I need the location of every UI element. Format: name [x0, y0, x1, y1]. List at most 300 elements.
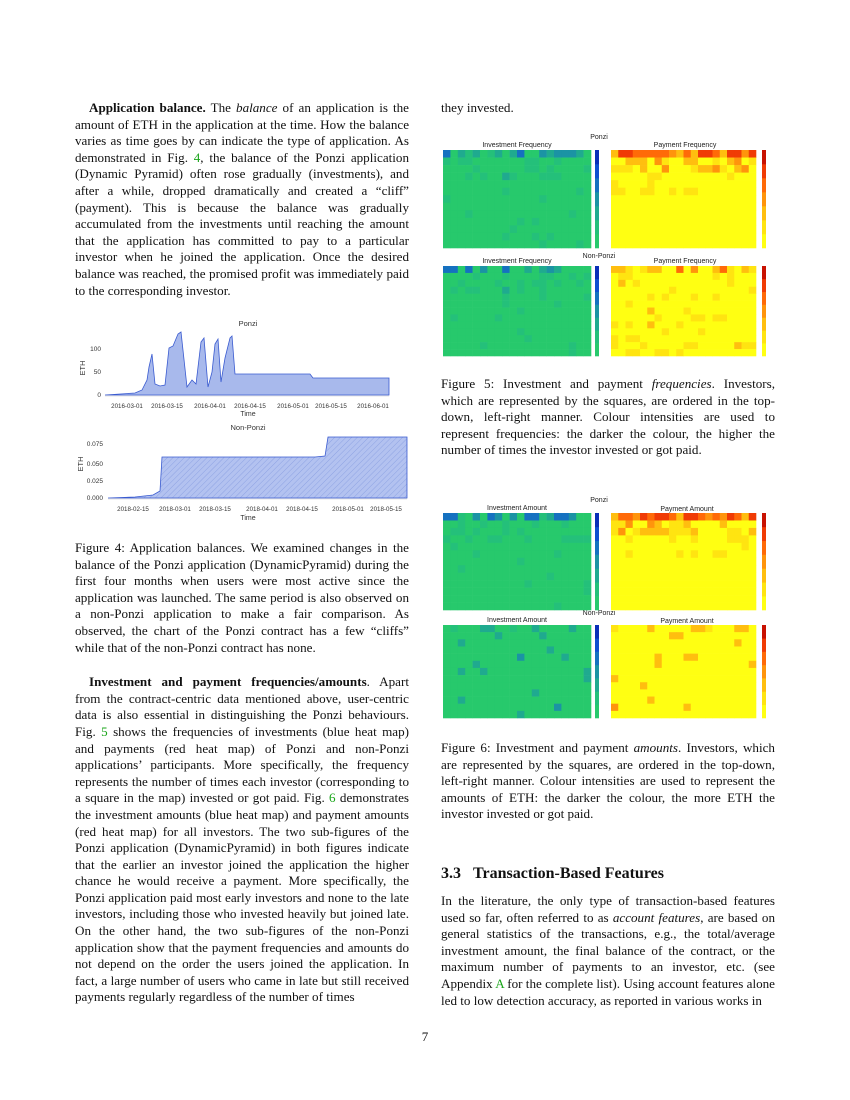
heatmap-cell [547, 280, 555, 287]
heatmap-cell [547, 558, 555, 566]
heatmap-cell [640, 321, 648, 328]
heatmap-cell [618, 218, 626, 226]
heatmap-cell [698, 266, 706, 273]
heatmap-cell [662, 654, 670, 661]
heatmap-cell [554, 689, 562, 696]
heatmap-cell [691, 210, 699, 218]
heatmap-cell [749, 218, 757, 226]
heatmap-cell [647, 266, 655, 273]
heatmap-cell [480, 689, 488, 696]
heatmap-cell [626, 180, 634, 188]
heatmap-cell [713, 218, 721, 226]
heatmap-cell [502, 588, 510, 596]
heatmap-cell [443, 173, 451, 181]
heatmap-cell [618, 210, 626, 218]
heatmap-cell [569, 588, 577, 596]
heatmap-cell [450, 240, 458, 248]
heatmap-cell [532, 711, 540, 718]
heatmap-cell [713, 335, 721, 342]
heatmap-cell [640, 588, 648, 596]
heatmap-cell [554, 704, 562, 711]
heatmap-cell [698, 210, 706, 218]
heatmap-cell [510, 294, 518, 301]
heatmap-cell [742, 349, 750, 356]
xtick: 2018-04-15 [286, 506, 318, 513]
heatmap-cell [640, 210, 648, 218]
colorbar-segment [762, 555, 766, 569]
heatmap-cell [742, 682, 750, 689]
heatmap-cell [618, 520, 626, 528]
colorbar-segment [595, 638, 599, 652]
heatmap-cell [705, 150, 713, 158]
heatmap-cell [633, 218, 641, 226]
heatmap-cell [495, 321, 503, 328]
heatmap-cell [517, 603, 525, 611]
heatmap-cell [720, 314, 728, 321]
heatmap-cell [465, 603, 473, 611]
heatmap-cell [480, 595, 488, 603]
heatmap-cell [458, 654, 466, 661]
heatmap-cell [465, 321, 473, 328]
heatmap-cell [561, 580, 569, 588]
heatmap-cell [734, 308, 742, 315]
heatmap-cell [669, 321, 677, 328]
heatmap-cell [487, 513, 495, 521]
heatmap-cell [626, 675, 634, 682]
heatmap-cell [720, 675, 728, 682]
heatmap-cell [705, 682, 713, 689]
heatmap-cell [569, 218, 577, 226]
heatmap-cell [502, 565, 510, 573]
heatmap-cell [691, 321, 699, 328]
heatmap-cell [554, 639, 562, 646]
heatmap-cell [720, 218, 728, 226]
heatmap-cell [705, 335, 713, 342]
heatmap-cell [502, 595, 510, 603]
heatmap-cell [561, 210, 569, 218]
heatmap-cell [669, 287, 677, 294]
heatmap-cell [705, 328, 713, 335]
colorbar-segment [595, 292, 599, 305]
heatmap-cell [626, 543, 634, 551]
heatmap-cell [742, 225, 750, 233]
heatmap-cell [576, 173, 584, 181]
heatmap-cell [684, 528, 692, 536]
heatmap-cell [705, 543, 713, 551]
heatmap-cell [450, 321, 458, 328]
heatmap-cell [517, 150, 525, 158]
heatmap-cell [465, 639, 473, 646]
heatmap-cell [662, 520, 670, 528]
heatmap-cell [647, 335, 655, 342]
figure-ref-link[interactable]: 5 [101, 723, 108, 739]
heatmap-cell [713, 280, 721, 287]
heatmap-cell [676, 535, 684, 543]
heatmap-cell [734, 528, 742, 536]
text-run: . Investors, which are represented by the squares, are ordered in the top-down, left-right manner. Colour intensities are used to represent frequencies: the darker the colour, the higher the number of times the investor invested or got paid. [441, 376, 775, 458]
heatmap-cell [554, 195, 562, 203]
heatmap-cell [495, 195, 503, 203]
heatmap-cell [524, 704, 532, 711]
heatmap-cell [626, 165, 634, 173]
heatmap-cell [691, 225, 699, 233]
heatmap-cell [618, 165, 626, 173]
heatmap-cell [517, 280, 525, 287]
heatmap-cell [633, 287, 641, 294]
heatmap-cell [532, 668, 540, 675]
heatmap-cell [458, 580, 466, 588]
heatmap-cell [727, 595, 735, 603]
heatmap-cell [749, 603, 757, 611]
heatmap-cell [662, 603, 670, 611]
heatmap-cell [576, 321, 584, 328]
heatmap-cell [734, 173, 742, 181]
heatmap-cell [734, 565, 742, 573]
figure-ref-link[interactable]: 4 [193, 149, 201, 165]
heatmap-cell [749, 711, 757, 718]
heatmap-cell [561, 588, 569, 596]
heatmap-cell [569, 280, 577, 287]
heatmap-cell [655, 314, 663, 321]
heatmap-cell [655, 240, 663, 248]
heatmap-cell [502, 195, 510, 203]
heatmap-cell [443, 328, 451, 335]
heatmap-cell [561, 595, 569, 603]
heatmap-cell [569, 704, 577, 711]
heatmap-cell [742, 308, 750, 315]
heatmap-cell [576, 550, 584, 558]
heatmap-cell [669, 173, 677, 181]
heatmap-cell [524, 520, 532, 528]
heatmap-cell [655, 550, 663, 558]
colorbar-segment [762, 292, 766, 305]
ponzi-yticks [90, 346, 101, 399]
heatmap-cell [547, 287, 555, 294]
heatmap-cell [569, 195, 577, 203]
heatmap-cell [576, 308, 584, 315]
heatmap-cell [473, 603, 481, 611]
heatmap-cell [742, 668, 750, 675]
heatmap-cell [633, 328, 641, 335]
heatmap-cell [502, 646, 510, 653]
heatmap-cell [734, 704, 742, 711]
heatmap-cell [554, 697, 562, 704]
heatmap-cell [691, 188, 699, 196]
heatmap-cell [734, 543, 742, 551]
heatmap-cell [698, 513, 706, 521]
heatmap-cell [727, 588, 735, 596]
heatmap-cell [584, 580, 592, 588]
heatmap-cell [669, 150, 677, 158]
heatmap-cell [647, 689, 655, 696]
heatmap-cell [618, 280, 626, 287]
heatmap-cell [576, 188, 584, 196]
heatmap-cell [720, 654, 728, 661]
heatmap-cell [742, 210, 750, 218]
heatmap-cell [633, 342, 641, 349]
heatmap-cell [576, 328, 584, 335]
heatmap-cell [655, 513, 663, 521]
heatmap-cell [640, 535, 648, 543]
heatmap-cell [465, 335, 473, 342]
heatmap-cell [705, 550, 713, 558]
heatmap-cell [473, 266, 481, 273]
heatmap-cell [510, 203, 518, 211]
heatmap-cell [554, 210, 562, 218]
heatmap-cell [465, 632, 473, 639]
heatmap-cell [691, 711, 699, 718]
heatmap-cell [547, 314, 555, 321]
heatmap-cell [742, 704, 750, 711]
heatmap-cell [749, 314, 757, 321]
heatmap-cell [502, 558, 510, 566]
heatmap-cell [734, 240, 742, 248]
heatmap-cell [676, 314, 684, 321]
heatmap-cell [502, 342, 510, 349]
heatmap-cell [517, 573, 525, 581]
heatmap-cell [443, 661, 451, 668]
heatmap-cell [495, 528, 503, 536]
heatmap-cell [742, 550, 750, 558]
heatmap-cell [539, 550, 547, 558]
heatmap-cell [473, 328, 481, 335]
heatmap-cell [662, 158, 670, 166]
heatmap-cell [539, 543, 547, 551]
heatmap-cell [720, 639, 728, 646]
heatmap-cell [450, 654, 458, 661]
heatmap-cell [547, 603, 555, 611]
heatmap-cell [669, 195, 677, 203]
heatmap-cell [626, 603, 634, 611]
heatmap-cell [655, 273, 663, 280]
heatmap-cell [561, 682, 569, 689]
heatmap-cell [734, 646, 742, 653]
heatmap-cell [727, 520, 735, 528]
heatmap-cell [517, 625, 525, 632]
heatmap-cell [669, 180, 677, 188]
heatmap-cell [539, 195, 547, 203]
heatmap-cell [450, 349, 458, 356]
colorbar-segment [762, 234, 766, 248]
heatmap-cell [691, 294, 699, 301]
heatmap-cell [569, 287, 577, 294]
heatmap-cell [443, 210, 451, 218]
heatmap-cell [727, 150, 735, 158]
heatmap-cell [647, 349, 655, 356]
heatmap-cell [539, 150, 547, 158]
heatmap-cell [547, 308, 555, 315]
heatmap-cell [532, 580, 540, 588]
heatmap-cell [626, 689, 634, 696]
heatmap-cell [539, 335, 547, 342]
heatmap-cell [676, 573, 684, 581]
heatmap-cell [524, 588, 532, 596]
heatmap-cell [524, 294, 532, 301]
heatmap-ponzi-payment [611, 513, 756, 610]
heatmap-cell [669, 165, 677, 173]
colorbar-blue [595, 150, 599, 248]
heatmap-cell [569, 210, 577, 218]
heatmap-cell [517, 240, 525, 248]
heatmap-cell [510, 158, 518, 166]
heatmap-cell [640, 595, 648, 603]
heatmap-cell [584, 543, 592, 551]
heatmap-cell [611, 188, 619, 196]
heatmap-cell [611, 704, 619, 711]
heatmap-cell [495, 308, 503, 315]
heatmap-cell [443, 273, 451, 280]
heatmap-cell [458, 328, 466, 335]
heatmap-cell [640, 558, 648, 566]
emphasis: account features [612, 909, 701, 925]
heatmap-cell [517, 342, 525, 349]
heatmap-cell [626, 195, 634, 203]
heatmap-cell [584, 520, 592, 528]
heatmap-cell [510, 165, 518, 173]
heatmap-cell [633, 280, 641, 287]
heatmap-cell [727, 218, 735, 226]
heatmap-cell [720, 689, 728, 696]
heatmap-cell [720, 150, 728, 158]
heatmap-cell [450, 603, 458, 611]
heatmap-cell [698, 173, 706, 181]
heatmap-cell [473, 646, 481, 653]
heatmap-cell [584, 210, 592, 218]
heatmap-cell [450, 528, 458, 536]
heatmap-cell [684, 603, 692, 611]
heatmap-cell [480, 513, 488, 521]
heatmap-cell [720, 632, 728, 639]
heatmap-cell [473, 711, 481, 718]
heatmap-cell [502, 335, 510, 342]
heatmap-cell [691, 240, 699, 248]
heatmap-cell [611, 349, 619, 356]
heatmap-cell [458, 210, 466, 218]
heatmap-cell [547, 165, 555, 173]
heatmap-cell [727, 528, 735, 536]
heatmap-cell [633, 294, 641, 301]
heatmap-cell [495, 335, 503, 342]
heatmap-cell [584, 704, 592, 711]
heatmap-cell [691, 543, 699, 551]
heatmap-cell [705, 158, 713, 166]
heatmap-cell [727, 287, 735, 294]
appendix-ref-link[interactable]: A [495, 975, 504, 991]
heatmap-cell [647, 595, 655, 603]
heatmap-cell [465, 188, 473, 196]
heatmap-cell [480, 280, 488, 287]
heatmap-nonponzi-payment [611, 625, 756, 718]
heatmap-cell [633, 558, 641, 566]
heatmap-cell [662, 188, 670, 196]
heatmap-cell [698, 301, 706, 308]
heatmap-cell [502, 682, 510, 689]
heatmap-cell [487, 273, 495, 280]
heatmap-cell [640, 273, 648, 280]
heatmap-nonponzi-payment [611, 266, 756, 356]
heatmap-cell [473, 558, 481, 566]
colorbar-segment [762, 582, 766, 596]
heatmap-cell [450, 203, 458, 211]
heatmap-cell [633, 639, 641, 646]
heatmap-cell [480, 704, 488, 711]
heatmap-cell [705, 287, 713, 294]
heatmap-cell [647, 328, 655, 335]
heatmap-cell [480, 150, 488, 158]
heatmap-cell [734, 535, 742, 543]
heatmap-cell [633, 308, 641, 315]
heatmap-cell [655, 704, 663, 711]
heatmap-cell [705, 218, 713, 226]
heatmap-cell [569, 558, 577, 566]
heatmap-cell [655, 603, 663, 611]
heatmap-cell [691, 697, 699, 704]
figure-ref-link[interactable]: 6 [329, 790, 336, 806]
heatmap-cell [524, 240, 532, 248]
heatmap-cell [734, 266, 742, 273]
heatmap-cell [465, 625, 473, 632]
heatmap-cell [539, 180, 547, 188]
heatmap-cell [480, 218, 488, 226]
heatmap-cell [510, 565, 518, 573]
heatmap-cell [611, 654, 619, 661]
heatmap-cell [713, 301, 721, 308]
heatmap-cell [547, 218, 555, 226]
text-run: . Apart from the contract-centric data mentioned above, user-centric data is also essential in distinguishing the Ponzi behaviours. Fig. [75, 674, 409, 739]
heatmap-cell [458, 342, 466, 349]
heatmap-cell [547, 668, 555, 675]
heatmap-cell [669, 603, 677, 611]
heatmap-cell [749, 158, 757, 166]
figure-5-frequency-heatmaps [441, 130, 776, 362]
heatmap-cell [561, 225, 569, 233]
heatmap-cell [532, 543, 540, 551]
heatmap-cell [480, 225, 488, 233]
heatmap-cell [487, 668, 495, 675]
heatmap-cell [684, 308, 692, 315]
heatmap-cell [473, 287, 481, 294]
heatmap-cell [510, 595, 518, 603]
heatmap-cell [458, 588, 466, 596]
heatmap-cell [669, 661, 677, 668]
heatmap-cell [705, 565, 713, 573]
heatmap-cell [465, 308, 473, 315]
heatmap-cell [495, 654, 503, 661]
heatmap-cell [684, 321, 692, 328]
heatmap-cell [633, 704, 641, 711]
heatmap-cell [713, 240, 721, 248]
heatmap-cell [727, 558, 735, 566]
xtick: 2016-04-15 [234, 403, 266, 410]
heatmap-cell [698, 528, 706, 536]
heatmap-cell [554, 150, 562, 158]
heatmap-cell [633, 180, 641, 188]
heatmap-cell [584, 173, 592, 181]
heatmap-cell [443, 513, 451, 521]
heatmap-cell [539, 240, 547, 248]
heatmap-cell [450, 188, 458, 196]
heatmap-cell [458, 595, 466, 603]
heatmap-cell [487, 195, 495, 203]
heatmap-cell [662, 240, 670, 248]
heatmap-cell [655, 520, 663, 528]
heatmap-cell [458, 218, 466, 226]
heatmap-cell [705, 273, 713, 280]
heatmap-cell [458, 195, 466, 203]
heatmap-cell [547, 588, 555, 596]
heatmap-cell [749, 661, 757, 668]
heatmap-cell [611, 625, 619, 632]
